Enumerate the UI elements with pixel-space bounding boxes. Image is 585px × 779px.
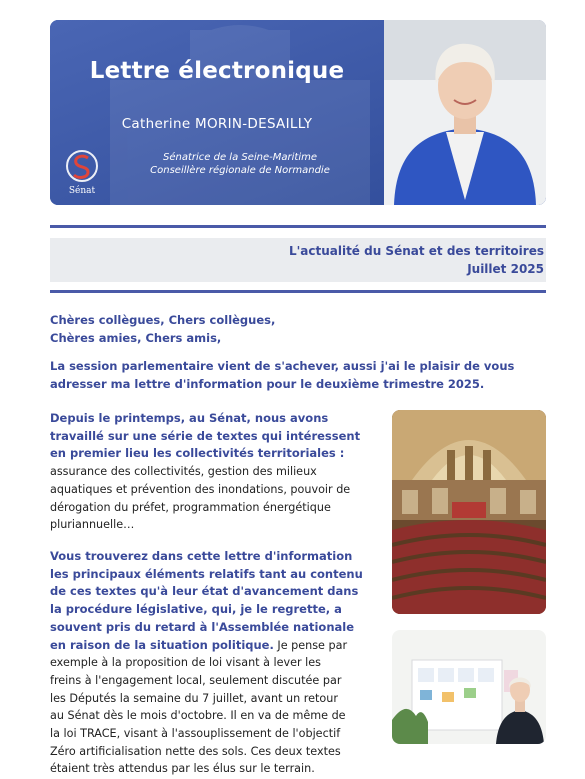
senat-logo-icon — [58, 146, 106, 198]
p1-line: pluriannuelle… — [50, 518, 135, 532]
role-line-1: Sénatrice de la Seine-Maritime — [163, 152, 317, 163]
p1-line: dérogation du préfet, programmation énergétique — [50, 500, 331, 514]
p1-line: travaillé sur une série de textes qui intéressent — [50, 428, 361, 443]
p2-line: freins à l'engagement local, seulement discutée par — [50, 673, 342, 687]
paragraph-lettre-information — [50, 548, 380, 778]
p2-line: étaient très attendus par les élus sur le terrain. — [50, 762, 315, 776]
paragraph-collectivites — [50, 410, 380, 534]
p2-line-mixed — [50, 637, 380, 655]
edition-date: Juillet 2025 — [467, 262, 544, 276]
p2-line: la loi TRACE, visant à l'assouplissement de l'objectif — [50, 727, 341, 741]
intro-line-1: La session parlementaire vient de s'achever, aussi j'ai le plaisir de vous — [50, 359, 515, 373]
senator-name: Catherine MORIN-DESAILLY — [121, 116, 313, 132]
divider-top — [50, 225, 546, 228]
edition-subheader — [50, 238, 546, 282]
p2-line: Zéro artificialisation nette des sols. Ces deux textes — [50, 744, 341, 758]
greeting — [50, 312, 275, 347]
p2-line: Vous trouverez dans cette lettre d'information — [50, 549, 353, 563]
senator-role — [90, 151, 390, 177]
intro-paragraph — [50, 358, 514, 393]
p2-normal-start: Je pense par — [273, 638, 348, 652]
senate-hemicycle-photo — [392, 410, 546, 614]
edition-heading: L'actualité du Sénat et des territoires — [288, 244, 544, 258]
p1-line: en premier lieu les collectivités territoriales : — [50, 446, 345, 461]
p2-line: de ces textes qu'à leur état d'avancement dans — [50, 584, 359, 599]
p1-line: Depuis le printemps, au Sénat, nous avons — [50, 411, 329, 425]
greeting-line-1: Chères collègues, Chers collègues, — [50, 313, 276, 327]
senator-portrait — [384, 20, 546, 205]
divider-bottom — [50, 290, 546, 293]
intro-line-2: adresser ma lettre d'information pour le deuxième trimestre 2025. — [50, 376, 485, 391]
logo-text: Sénat — [68, 186, 96, 196]
p2-line: souvent pris du retard à l'Assemblée nationale — [50, 619, 355, 634]
role-line-2: Conseillère régionale de Normandie — [150, 165, 330, 176]
p2-bold-end: en raison de la situation politique. — [50, 637, 274, 652]
greeting-line-2: Chères amies, Chers amis, — [50, 330, 222, 345]
p2-line: exemple à la proposition de loi visant à lever les — [50, 656, 321, 670]
p2-line: les principaux éléments relatifs tant au contenu — [50, 566, 363, 581]
senator-workshop-photo — [392, 630, 546, 744]
p2-line: les Députés la semaine du 7 juillet, avant un retour — [50, 691, 338, 705]
p1-line: assurance des collectivités, gestion des milieux — [50, 465, 317, 479]
newsletter-title: Lettre électronique — [89, 58, 345, 84]
header-banner — [50, 20, 546, 205]
p2-line: au Sénat dès le mois d'octobre. Il en va de même de — [50, 709, 346, 723]
p1-line: aquatiques et prévention des inondations, pouvoir de — [50, 482, 351, 496]
p2-line: la procédure législative, qui, je le regrette, a — [50, 602, 342, 617]
